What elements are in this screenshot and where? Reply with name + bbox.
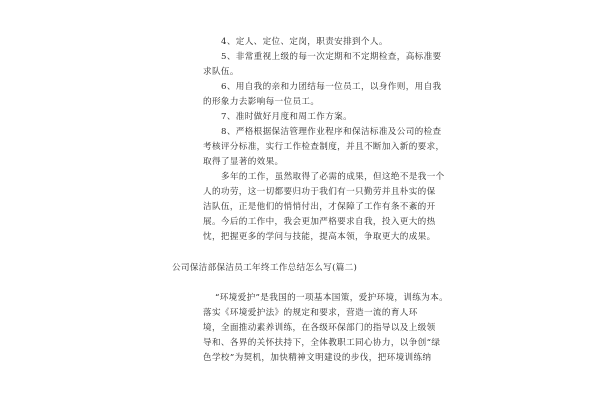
item-6-text-line-1: 6、用自我的亲和力团结每一位员工，以身作则，用自我 — [221, 82, 442, 92]
item-4-text: 4、定人、定位、定岗，职责安排到个人。 — [221, 37, 388, 47]
item-5-text-line-1: 5、非常重视上级的每一次定期和不定期检查，高标准要 — [221, 52, 442, 62]
item-8-text-line-2: 考核评分标准，实行工作检查制度，并且不断加入新的要求， — [203, 142, 445, 152]
part-2-text-line-3: 境，全面推动素养训练，在各级环保部门的指导以及上级领 — [203, 323, 436, 333]
section-title: 公司保洁部保洁员工年终工作总结怎么写(篇二) — [172, 263, 358, 273]
item-5-text-line-2: 求队伍。 — [203, 67, 239, 77]
part-2-text-line-4: 导和、各界的关怀扶持下，全体教职工同心协力，以争创“绿 — [203, 338, 441, 348]
summary-text-line-4: 展。今后的工作中，我会更加严格要求自我，投入更大的热 — [203, 217, 436, 227]
item-8-text-line-1: 8、严格根据保洁管理作业程序和保洁标准及公司的检查 — [221, 127, 442, 137]
summary-text-line-1: 多年的工作，虽然取得了必需的成果，但这绝不是我一个 — [221, 172, 445, 182]
item-6-text-line-2: 的形象力去影响每一位员工。 — [203, 97, 320, 107]
summary-text-line-3: 洁队伍，正是他们的悄悄付出，才保障了工作有条不紊的开 — [203, 202, 436, 212]
summary-text-line-5: 忱，把握更多的学问与技能，提高本领，争取更大的成果。 — [203, 232, 436, 242]
summary-text-line-2: 人的功劳，这一切都要归功于我们有一只勤劳并且朴实的保 — [203, 187, 436, 197]
part-2-text-line-5: 色学校”为契机，加快精神文明建设的步伐，把环境训练纳 — [203, 353, 432, 363]
item-7-text: 7、准时做好月度和周工作方案。 — [221, 112, 353, 122]
part-2-text-line-1: “环境爱护”是我国的一项基本国策，爱护环境，训练为本。 — [215, 293, 449, 303]
part-2-text-line-2: 落实《环境爱护法》的规定和要求，营造一流的育人环 — [203, 308, 418, 318]
item-8-text-line-3: 取得了显著的效果。 — [203, 157, 284, 167]
